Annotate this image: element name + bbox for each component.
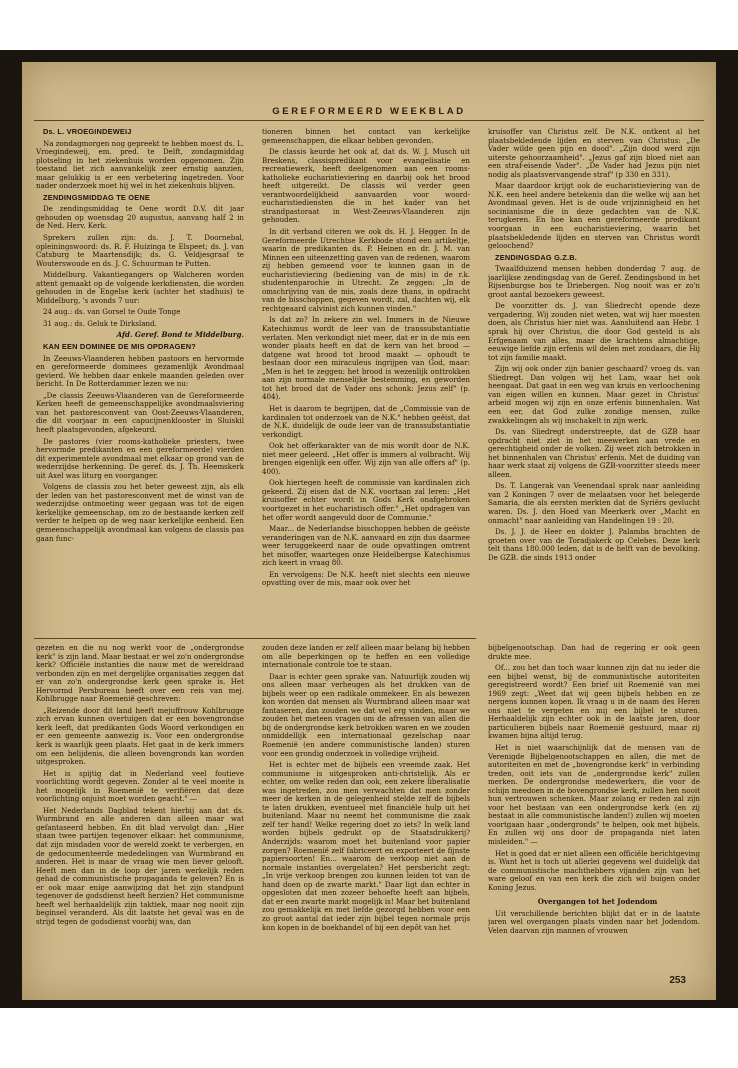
- paragraph: Volgens de classis zou het beter geweest zijn, als elk der leden van het pastoresconvent met de winst van de wederzijdse ontmoeting weer gegaan was tot de eigen kerkelijke gemeenschap, om zo de bestaande kerken zelf verder te helpen op de weg naar kerkelijke eenheid. Een gemeenschappelijk avondmaal kan volgens de classis pas gaan func-: [36, 482, 244, 543]
- section-subheading: Overgangen tot het Jodendom: [537, 897, 658, 907]
- paragraph: En vervolgens: De N.K. heeft niet slechts een nieuwe opvatting over de mis, maar ook over het: [262, 569, 470, 588]
- paragraph: 24 aug.: ds. van Gorsel te Oude Tonge: [43, 307, 181, 317]
- magazine-page: [22, 62, 716, 1000]
- paragraph: kruisoffer van Christus zelf. De N.K. ontkent al het plaatsbekledende lijden en sterven van Christus: „De Vader wilde geen pijn en dood". „Zijn dood werd zijn uiterste gehoorzaamheid". „Jezus gaf zijn bloed niet aan een straf-eisende Vader". „De Vader had Jezus pijn niet nodig als plaatsvervangende straf" (p 330 en 331).: [488, 128, 700, 179]
- paragraph: Het is echter met de bijbels een vreemde zaak. Het communisme is uitgesproken anti-christelijk. Als er echter, om welke reden dan ook, een zekere liberalisatie was ingetreden, zou men verwachten dat men zonder meer de kerken in de gelegenheid stelde zelf de bijbels te laten drukken, eventueel met financiële hulp uit het buitenland. Maar nu neemt het communisme die zaak zelf ter hand! Welke regering doet zo iets? In welk land worden bijbels gedrukt op de Staatsdrukkerij? Anderzijds: waarom moet het buitenland voor papier zorgen? Roemenië zelf fabriceert en exporteert de fijnste papiersoorten! En... waarom de verkoop niet aan de normale instanties overgelaten? Het persbericht zegt: „In vrije verkoop brengen zou kunnen leiden tot van de hand doen op de zwarte markt." Daar ligt dan echter in opgesloten dat men zozeer behoefte heeft aan bijbels, dat er een zwarte markt mogelijk is! Maar het buitenland zou gemakkelijk en met liefde gezorgd hebben voor een zo groot aantal dat ieder zijn bijbel tegen normale prijs kon kopen in de boekhandel of bij een depôt van het: [262, 760, 470, 932]
- paragraph: De classis keurde het ook af, dat ds. W. J. Musch uit Breskens, classispredikant voor evangelisatie en recreatiewerk, heeft deelgenomen aan een rooms-katholieke eucharistieviering en daarbij ook het brood heeft uitgereikt. De classis wil verder geen verantwoordelijkheid aanvaarden voor woord-eucharistiediensten die in het kader van het strandpastoraat in West-Zeeuws-Vlaanderen zijn gehouden.: [262, 147, 470, 225]
- paragraph: Zijn wij ook onder zijn banier geschaard? vroeg ds. van Sliedregt. Dan volgen wij het Lam, waar het ook heengaat. Dat gaat in een weg van kruis en verloochening van eigen willen en kunnen. Maar gezet in Christus' arbeid mogen wij zijn en onze erfenis binnenhalen. Wat een eer, dat God zulke zondige mensen, zulke zwakkelingen als wij inschakelt in zijn werk.: [488, 364, 700, 425]
- paragraph: Is dat zo? In zekere zin wel. Immers in de Nieuwe Katechismus wordt de leer van de transsubstantiatie verlaten. Men verkondigt niet meer, dat er in de mis een wonder plaats heeft en dat de kern van het brood — datgene wat brood tot brood maakt — ophoudt te bestaan door een miraculeus ingrijpen van God, maar: „Men is het te zeggen: het brood is wezenlijk onttrokken aan zijn normale menselijke bestemming, en geworden tot het brood dat de Vader ons schonk: Jezus zelf" (p. 404).: [262, 315, 470, 402]
- paragraph: Het is niet waarschijnlijk dat de mensen van de Verenigde Bijbelgenootschappen en allen, die met de autoriteiten en met de „bovengrondse kerk" in verbinding treden, ooit iets van de „ondergrondse kerk" zullen merken. De ondergrondse medewerkers, die voor de schijn meedoen in de bovengrondse kerk, zullen hen nooit hun vertrouwen schenken. Maar zolang er reden zal zijn voor het bestaan van een ondergrondse kerk (en zij bestaat in alle communistische landen!) zullen wij moeten voortgaan haar „ondergronds" te helpen, ook met bijbels. En zullen wij ons door de propaganda niet laten misleiden." —: [488, 743, 700, 847]
- paragraph: Het Nederlands Dagblad tekent hierbij aan dat ds. Wurmbrand en alle anderen dan alleen maar wat gefantaseerd hebben. En dit blad vervolgt dan: „Hier staan twee partijen tegenover elkaar: het communisme, dat zijn misdaden voor de wereld zoekt te verbergen, en de gedocumenteerde mededelingen van Wurmbrand en anderen. Het is maar de vraag wie men liever gelooft. Heeft men dan in de loop der jaren werkelijk reden gehad de communistische propaganda te geloven? En is er ook maar enige aanwijzing dat het zijn standpunt tegenover de godsdienst heeft herzien? Het communisme heeft wel herhaaldelijk zijn taktiek, maar nog nooit zijn beginsel veranderd. Als dit laatste het geval was en de strijd tegen de godsdienst voorbij was, dan: [36, 805, 244, 926]
- paragraph: „Reizende door dit land heeft mejuffrouw Kohlbrugge zich ervan kunnen overtuigen dat er een bovengrondse kerk leeft, dat predikanten Gods Woord verkondigen en er een gemeente aanwezig is. Voor een ondergrondse kerk is waarlijk geen plaats. Het gaat in de kerk immers om een belijdenis, die alleen bovengronds kan worden uitgesproken.: [36, 705, 244, 767]
- page-number: 253: [669, 975, 686, 986]
- paragraph: Ds. J. J. de Heer en dokter J. Palamba brachten de groeten over van de Toradjakerk op Celebes. Deze kerk telt thans 180.000 leden, dat is de helft van de bevolking. De GZB. die sinds 1913 onder: [488, 527, 700, 562]
- paragraph: Ook het offerkarakter van de mis wordt door de N.K. niet meer geleerd. „Het offer is immers al volbracht. Wij brengen eigenlijk een offer. Wij zijn van alle offers af" (p. 400).: [262, 441, 470, 476]
- paragraph: Daar is echter geen sprake van. Natuurlijk zouden wij ons alleen maar verheugen als het drukken van de bijbels weer op een radikale ommekeer. En als bewezen kon worden dat mensen als Wurmbrand alleen maar wat fantaseren, dan zouden we dat wel erg vinden, maar we zouden het meteen vragen om de afressen van allen die bij de ondergrondse kerk betrokken waren en we zouden onmiddellijk een internationaal gezelschap naar Roemenië (en andere communistische landen) sturen voor een grondig onderzoek in volledige vrijheid.: [262, 671, 470, 758]
- paragraph: zouden deze landen er zelf alleen maar belang bij hebben om alle beperkingen op te heffen en een volledige internationale controle toe te staan.: [262, 644, 470, 670]
- paragraph: Of... zou het dan toch waar kunnen zijn dat nu ieder die een bijbel wenst, bij de communistische autoriteiten geregistreerd wordt? Een brief uit Roemenië van mei 1969 zegt: „Weet dat wij geen bijbels hebben en ze nergens kunnen kopen. Ik vraag u in de naam des Heren ons niet te vergeten en mij een bijbel te sturen. Herhaaldelijk zijn echter ook in de laatste jaren, door particulieren bijbels naar Roemenië gestuurd, maar zij kwamen bijna altijd terug.: [488, 663, 700, 741]
- paragraph: Sprekers zullen zijn: ds. J. T. Doornebal, opleiningswoord: ds. R. F. Huizinga te Elspeet; ds. J. van Catsburg te Maartensdijk; ds. G. Veldjesgraaf te Wouterswoude en ds. J. C. Schuurman te Putten.: [36, 233, 244, 268]
- paragraph: In dit verband citeren we ook ds. H. J. Hegger. In de Gereformeerde Utrechtse Kerkbode stond een artikeltje, waarin de predikanten ds. P. Heinen en dr. J. M. van Minnen een uiteenzetting gaven van de redenen, waarom zij hebben gemeend voor te kunnen gaan in de eucharistieviering (bediening van de mis) in de r.k. studentenparochie in Utrecht. Ze zeggen: „In de omschrijving van de mis, zoals deze thans, in opdracht van de bisschoppen, gegeven wordt, zal, dachten wij, elk rechtgeaard calvinist zich kunnen vinden.": [262, 227, 470, 313]
- paragraph: De pastores (vier rooms-katholieke priesters, twee hervormde predikanten en een gereformeerde) vierden dit experimentele avondmaal met elkaar op grond van de wederzijdse herkenning. De geref. ds. J. Th. Heemskerk uit Axel was liturg en voorganger.: [36, 436, 244, 480]
- paragraph: De zendingsmiddag te Oene wordt D.V. dit jaar gehouden op woensdag 20 augustus, aanvang half 2 in de Ned. Herv. Kerk.: [36, 204, 244, 231]
- paragraph: De voorzitter ds. J. van Sliedrecht opende deze vergadering. Wij zouden niet weten, wat wij hier moesten doen, als Christus hier niet was. Aansluitend aan Hebr. 1 sprak hij over Christus, die door God gesteld is als Erfgenaam van alles, maar die krachtens almachtige, eeuwige liefde zijn erfenis wil delen met zondaars, die Hij tot zijn familie maakt.: [488, 301, 700, 362]
- paragraph: In Zeeuws-Vlaanderen hebben pastoors en hervormde en gereformeerde dominees gezamenlijk Avondmaal gevierd. We hebben daar enkele maanden geleden over bericht. In De Rotterdammer lezen we nu:: [36, 353, 244, 389]
- paragraph: bijbelgenootschap. Dan had de regering er ook geen drukte mee.: [488, 644, 700, 661]
- section-rule: [34, 638, 476, 639]
- column-2: [262, 128, 470, 634]
- paragraph: Ook hiertegen heeft de commissie van kardinalen zich gekeerd. Zij eisen dat de N.K. voortaan zal leren: „Het kruisoffer echter wordt in Gods Kerk onafgebroken voortgezet in het eucharistisch offer." „Het opdragen van het offer wordt aangevuld door de Communie.": [262, 478, 470, 522]
- paragraph: Middelburg. Vakantiegangers op Walcheren worden attent gemaakt op de volgende kerkdiensten, die worden gehouden in de Engelse kerk (achter het stadhuis) te Middelburg, 's avonds 7 uur:: [36, 270, 244, 305]
- paragraph: Uit verschillende berichten blijkt dat er in de laatste jaren wel overgangen plaats vinden naar het Jodendom. Velen daarvan zijn mannen of vrouwen: [488, 908, 700, 935]
- paragraph: Ds. T. Langerak van Veenendaal sprak naar aanleiding van 2 Koningen 7 over de melaatsen voor het belegerde Samaria, die als eersten merkten dat de Syriërs gevlucht waren. Ds. J. den Hoed van Meerkerk over „Macht en onmacht" naar aanleiding van Handelingen 19 : 20.: [488, 481, 700, 525]
- section-heading: KAN EEN DOMINEE DE MIS OPDRAGEN?: [43, 342, 196, 352]
- paragraph: Maar... de Nederlandse bisschoppen hebben de geëiste veranderingen van de N.K. aanvaard en zijn dus daarmee weer teruggekeerd naar de oude opvattingen omtrent het misoffer, waartegen onze Heidelbergse Katechismus zich keert in vraag 80.: [262, 524, 470, 568]
- column-3: [488, 128, 700, 634]
- paragraph: Het is goed dat er niet alleen een officiële berichtgeving is. Want het is toch uit allerlei gegevens wel duidelijk dat de communistische machthebbers vijanden zijn van het ware geloof en van een kerk die zich wil buigen onder Koning Jezus.: [488, 848, 700, 892]
- paragraph: tioneren binnen het contact van kerkelijke gemeenschappen, die elkaar hebben gevonden.: [262, 128, 470, 145]
- paragraph: 31 aug.: ds. Geluk te Dirksland.: [43, 318, 157, 328]
- column-6: [488, 644, 700, 978]
- paragraph: Maar daardoor krijgt ook de eucharistieviering van de N.K. een heel andere betekenis dan die welke wij aan het Avondmaal geven. Het is de oude vrijzinnigheid en het socinianisme die in deze gedachten van de N.K. terugkeren. En hoe kan een gereformeerde predikant voorgaan in een eucharistieviering, waarin het plaatsbekledende lijden en sterven van Christus wordt geloochend?: [488, 181, 700, 251]
- section-heading: Ds. L. VROEGINDEWEIJ: [43, 128, 132, 136]
- column-5: [262, 644, 470, 978]
- paragraph: Het is daarom te begrijpen, dat de „Commissie van de kardinalen tot onderzoek van de N.K." hebben geëist, dat de N.K. duidelijk de oude leer van de transsubstantiatie verkondigt.: [262, 403, 470, 439]
- paragraph: Ds. van Sliedregt onderstreepte, dat de GZB haar opdracht niet ziet in het meewerken aan vrede en gerechtigheid onder de volken. Zij weet zich betrokken in het binnenhalen van Christus' erfenis. Met de duiding van haar werk staat zij volgens de GZB-voorzitter steeds meer alleen.: [488, 427, 700, 479]
- column-1: [36, 128, 244, 634]
- paragraph: Na zondagmorgen nog gepreekt te hebben moest ds. L. Vroegindeweij, em. pred. te Delft, zondagmiddag plotseling in het ziekenhuis worden opgenomen. Zijn toestand liet zich aanvankelijk zeer ernstig aanzien, maar gelukkig is er een verbetering ingetreden. Voor nader onderzoek moet hij wel in het ziekenhuis blijven.: [36, 138, 244, 191]
- paragraph: Twaalfduizend mensen hebben donderdag 7 aug. de jaarlijkse zendingsdag van de Geref. Zendingsbond in het Rijsenburgse bos te Driebergen. Nog nooit was er zo'n groot aantal bezoekers geweest.: [488, 264, 700, 299]
- section-heading: ZENDINGSMIDDAG TE OENE: [43, 192, 151, 202]
- credit-line: Afd. Geref. Bond te Middelburg.: [116, 330, 244, 340]
- header-rule: [34, 120, 704, 121]
- paragraph: Het is spijtig dat in Nederland veel foutieve voorlichting wordt gegeven. Zonder al te veel moeite is het mogelijk in Roemenië te verifiëren dat deze voorlichting onjuist moet worden geacht." —: [36, 768, 244, 804]
- section-heading: ZENDINGSDAG G.Z.B.: [495, 252, 578, 262]
- running-header: GEREFORMEERD WEEKBLAD: [272, 106, 466, 117]
- paragraph: gezeten en die nu nog werkt voor de „ondergrondse kerk" is zijn land. Maar bestaat er wel zo'n ondergrondse kerk? Officiële instanties die nauw met de wereldraad verbonden zijn en met dergelijke organisaties zeggen dat er van zo'n ondergrondse kerk geen sprake is. Het Hervormd Persbureau heeft over een reis van mej. Kohlbrugge naar Roemenië geschreven:: [36, 644, 244, 704]
- column-4: [36, 644, 244, 978]
- paragraph: „De classis Zeeuws-Vlaanderen van de Gereformeerde Kerken heeft de gemeenschappelijke avondmaalsviering van het pastoresconvent van Oost-Zeeuws-Vlaanderen, die dit voorjaar in een capucijnenklooster in Sluiskil heeft plaatsgevonden, afgekeurd.: [36, 390, 244, 434]
